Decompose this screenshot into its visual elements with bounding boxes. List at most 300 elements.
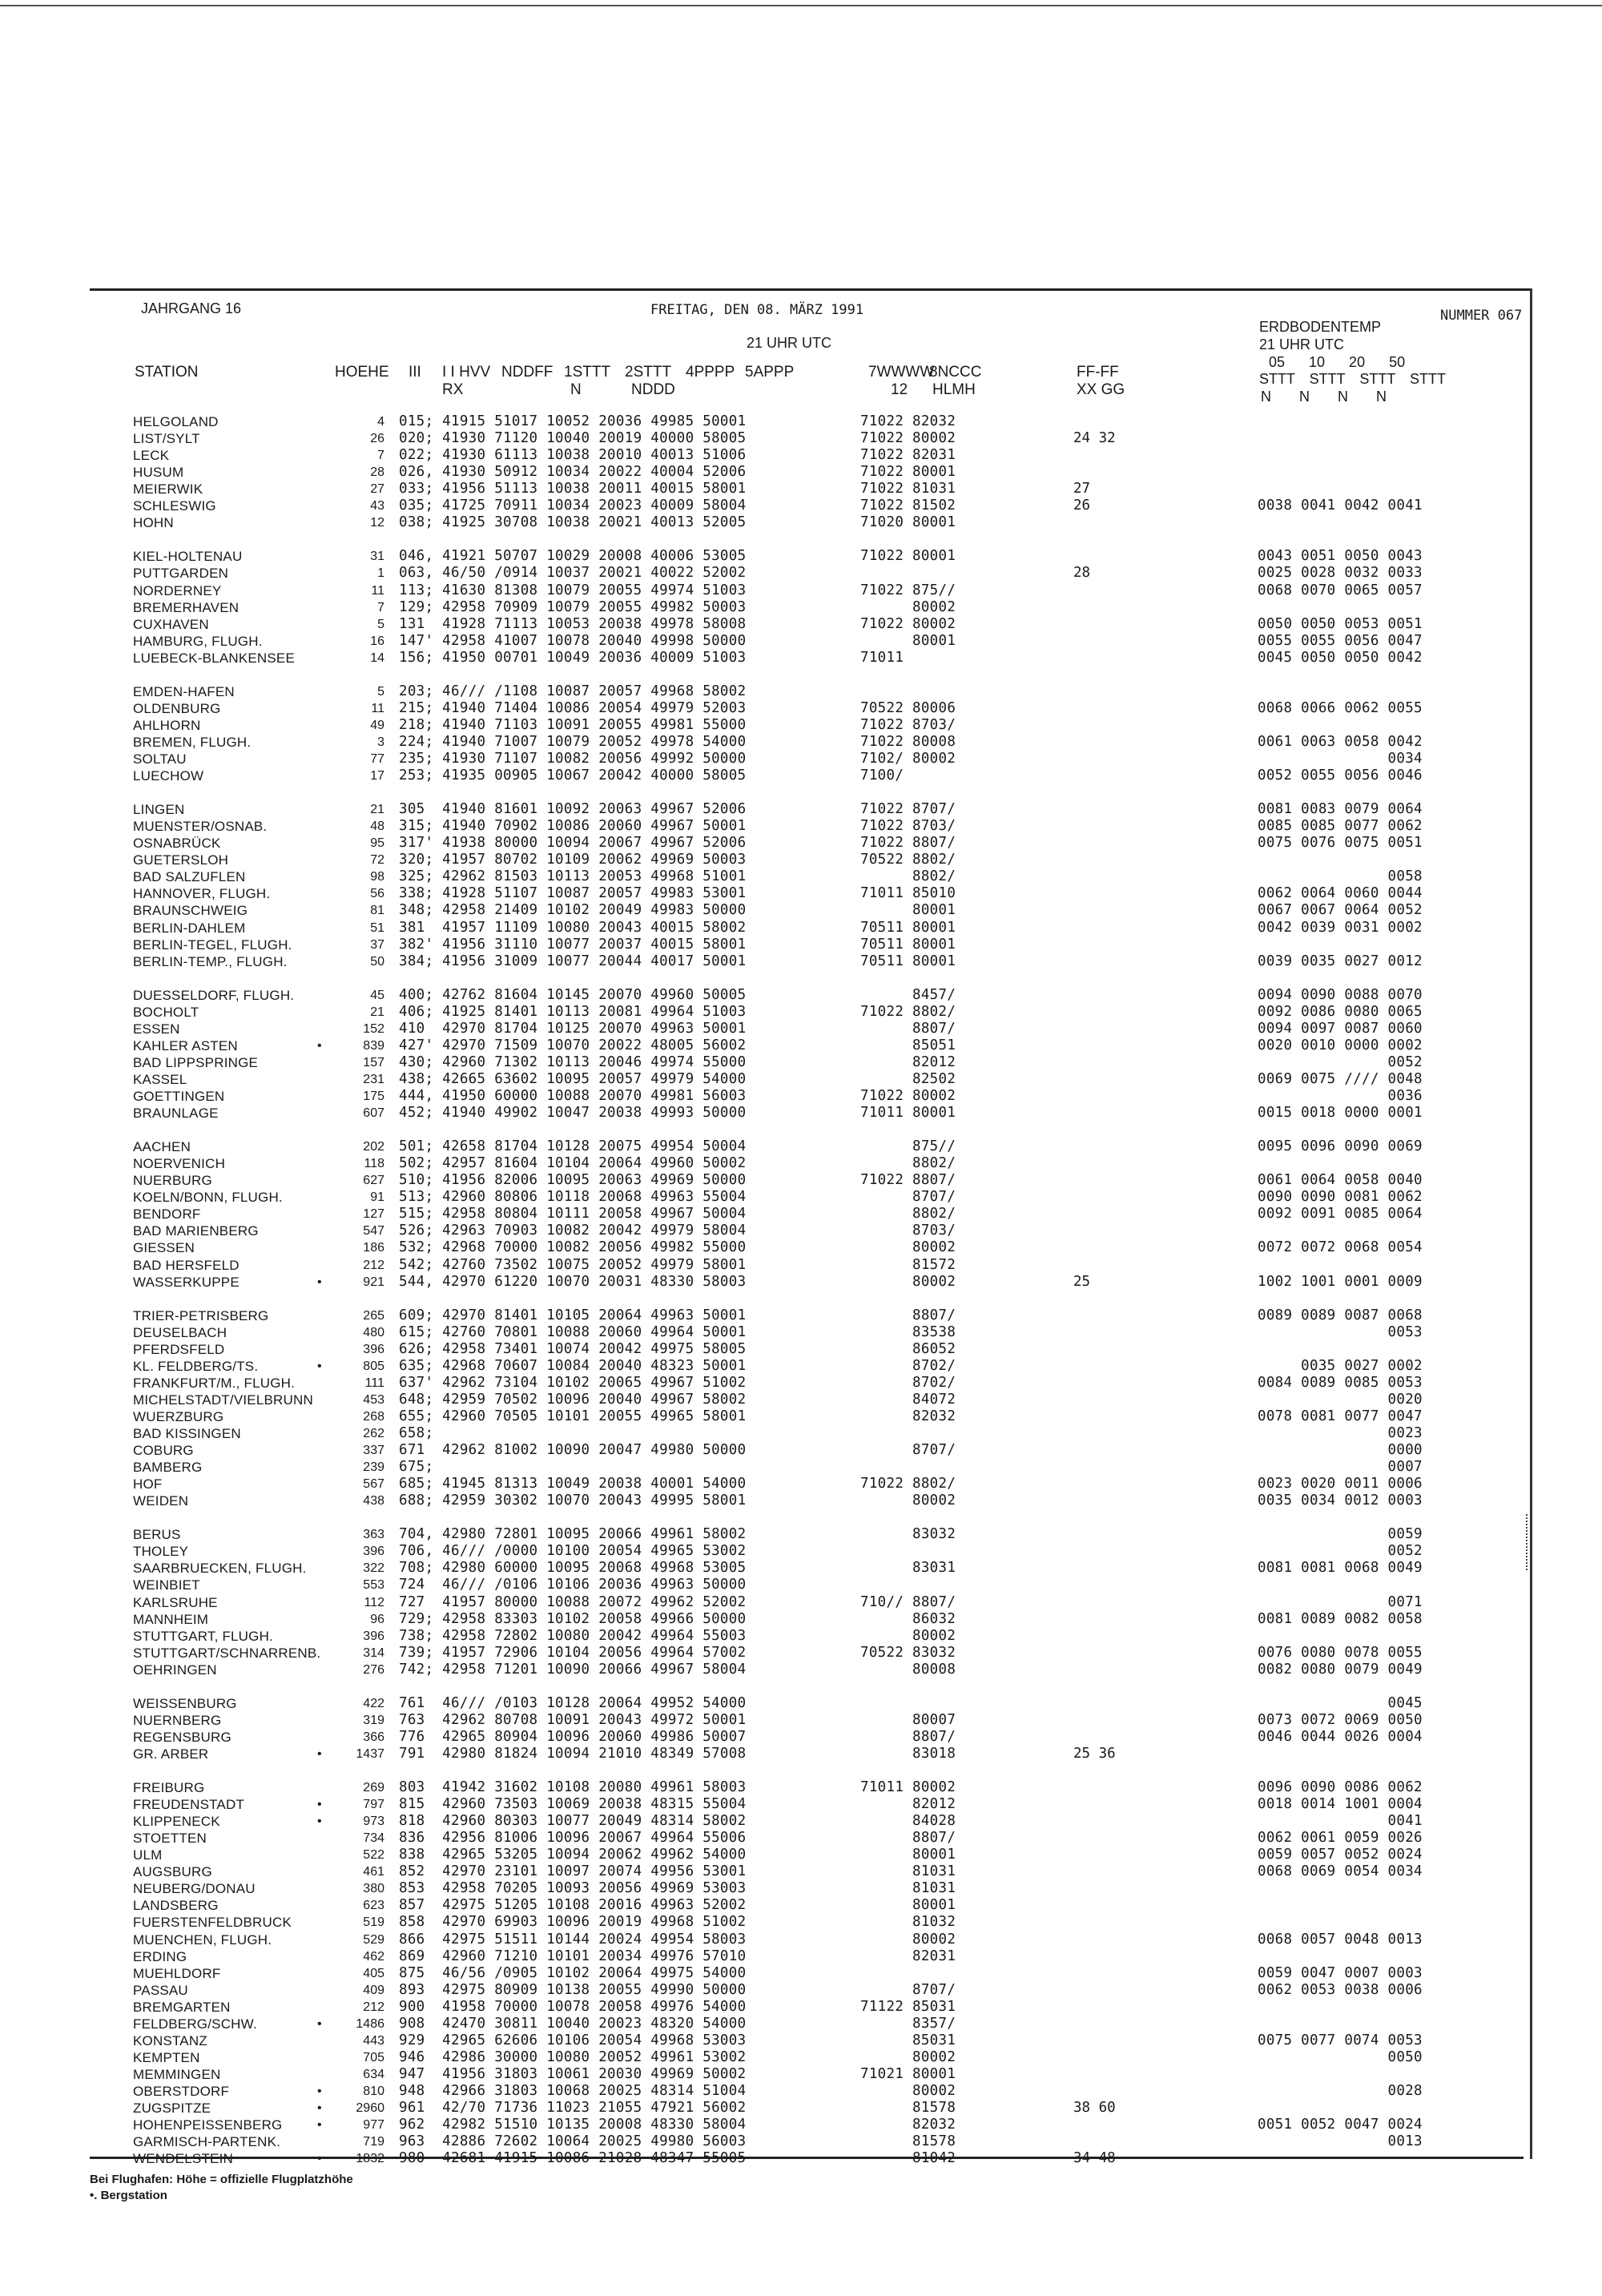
- synop-section-3: 80002: [860, 2082, 956, 2099]
- station-height: 396: [363, 1342, 384, 1356]
- station-name: MICHELSTADT/VIELBRUNN: [133, 1392, 313, 1408]
- table-row: [0, 1206, 1602, 1223]
- station-name: FRANKFURT/M., FLUGH.: [133, 1375, 296, 1391]
- col-8nccc: 8NCCC: [929, 364, 982, 381]
- synop-groups: 738; 42958 72802 10080 20042 49964 55003: [399, 1627, 747, 1644]
- soil-temperatures: 0050 0050 0053 0051: [1258, 615, 1423, 632]
- mountain-station-mark: •: [317, 2152, 322, 2166]
- table-row: [0, 902, 1602, 919]
- synop-section-3: 71011 80001: [860, 1105, 956, 1122]
- synop-groups: 320; 41957 80702 10109 20062 49969 50003: [399, 852, 747, 868]
- station-name: WEIDEN: [133, 1493, 189, 1509]
- station-height: 11: [371, 583, 384, 598]
- station-name: OLDENBURG: [133, 700, 221, 716]
- soil-temp-time: 21 UHR UTC: [1259, 336, 1345, 352]
- table-row: [0, 1999, 1602, 2016]
- synop-groups: 015; 41915 51017 10052 20036 49985 50001: [399, 413, 747, 429]
- synop-groups: 818 42960 80303 10077 20049 48314 58002: [399, 1813, 747, 1830]
- table-row: [0, 1239, 1602, 1256]
- footnote-mountain: •. Bergstation: [90, 2189, 167, 2202]
- station-name: BRAUNLAGE: [133, 1106, 219, 1122]
- synop-section-3: 71022 8807/: [860, 1172, 956, 1189]
- col-12: 12: [891, 381, 908, 398]
- col-7wwww: 7WWWW: [868, 364, 935, 381]
- synop-section-3: 80008: [860, 1661, 956, 1678]
- soil-temperatures: 0075 0076 0075 0051: [1258, 835, 1423, 852]
- synop-groups: 147' 42958 41007 10078 20040 49998 50000: [399, 632, 747, 649]
- synop-section-3: 8807/: [860, 1728, 956, 1745]
- soil-temperatures: 0051 0052 0047 0024: [1258, 2117, 1423, 2133]
- synop-section-3: 71022 8802/: [860, 1003, 956, 1020]
- synop-groups: 948 42966 31803 10068 20025 48314 51004: [399, 2082, 747, 2099]
- station-name: PFERDSFELD: [133, 1341, 225, 1357]
- soil-temperatures: 0062 0061 0059 0026: [1258, 1830, 1423, 1847]
- table-row: [0, 1375, 1602, 1392]
- station-name: OBERSTDORF: [133, 2083, 230, 2099]
- table-row: [0, 2083, 1602, 2100]
- station-name: HUSUM: [133, 465, 184, 481]
- station-name: BAD MARIENBERG: [133, 1223, 259, 1239]
- synop-groups: 452; 41940 49902 10047 20038 49993 50000: [399, 1105, 747, 1122]
- station-name: NORDERNEY: [133, 582, 222, 598]
- synop-groups: 635; 42968 70607 10084 20040 48323 50001: [399, 1357, 747, 1374]
- station-name: HOF: [133, 1476, 163, 1492]
- station-height: 269: [363, 1781, 384, 1795]
- gust-values: 25 36: [1073, 1745, 1116, 1762]
- mountain-station-mark: •: [317, 2016, 322, 2031]
- table-row: [0, 1324, 1602, 1341]
- mountain-station-mark: •: [317, 1275, 322, 1289]
- table-row: [0, 1779, 1602, 1796]
- station-height: 27: [370, 482, 384, 497]
- synop-section-3: 8802/: [860, 1155, 956, 1172]
- station-height: 438: [363, 1494, 384, 1509]
- station-name: WUERZBURG: [133, 1408, 224, 1424]
- station-name: ZUGSPITZE: [133, 2101, 211, 2116]
- synop-groups: 875 46/56 /0905 10102 20064 49975 54000: [399, 1964, 747, 1981]
- synop-groups: 609; 42970 81401 10105 20064 49963 50001: [399, 1307, 747, 1323]
- soil-temperatures: 0018 0014 1001 0004: [1258, 1796, 1423, 1813]
- table-row: [0, 1746, 1602, 1762]
- col-4pppp: 4PPPP: [686, 364, 735, 381]
- synop-section-3: 71022 80002: [860, 615, 956, 632]
- station-height: 810: [363, 2084, 384, 2098]
- synop-section-3: 71022 8807/: [860, 835, 956, 852]
- soil-temperatures: 0084 0089 0085 0053: [1258, 1374, 1423, 1391]
- table-row: [0, 1729, 1602, 1746]
- station-name: LUECHOW: [133, 768, 204, 784]
- synop-groups: 637' 42962 73104 10102 20065 49967 51002: [399, 1374, 747, 1391]
- station-height: 152: [363, 1021, 384, 1036]
- soil-temperatures: 0085 0085 0077 0062: [1258, 818, 1423, 835]
- synop-section-3: 80001: [860, 1847, 956, 1863]
- soil-temperatures: 0059: [1258, 1526, 1423, 1543]
- table-row: [0, 1543, 1602, 1560]
- synop-section-3: 83031: [860, 1560, 956, 1577]
- soil-temperatures: 0023: [1258, 1425, 1423, 1441]
- synop-section-3: 80002: [860, 598, 956, 615]
- soil-temperatures: 0023 0020 0011 0006: [1258, 1476, 1423, 1492]
- soil-temperatures: 0052 0055 0056 0046: [1258, 767, 1423, 784]
- soil-temperatures: 0081 0089 0082 0058: [1258, 1610, 1423, 1627]
- soil-depth-sub: N N N N: [1261, 389, 1387, 405]
- soil-depth-units: STTT STTT STTT STTT: [1259, 371, 1446, 387]
- synop-section-3: 71022 8707/: [860, 801, 956, 818]
- station-name: ERDING: [133, 1948, 187, 1964]
- station-name: KL. FELDBERG/TS.: [133, 1358, 259, 1374]
- synop-groups: 338; 41928 51107 10087 20057 49983 53001: [399, 885, 747, 902]
- table-row: [0, 683, 1602, 700]
- synop-section-3: 80001: [860, 902, 956, 919]
- synop-section-3: 82012: [860, 1053, 956, 1070]
- station-height: 4: [377, 415, 384, 429]
- station-height: 49: [370, 718, 384, 732]
- synop-section-3: 81042: [860, 2150, 956, 2167]
- synop-section-3: 71022 81031: [860, 481, 956, 497]
- station-height: 186: [363, 1241, 384, 1255]
- station-height: 405: [363, 1966, 384, 1980]
- station-name: MUENCHEN, FLUGH.: [133, 1931, 272, 1948]
- table-row: [0, 1965, 1602, 1982]
- station-name: MEIERWIK: [133, 481, 203, 497]
- soil-temperatures: 0050: [1258, 2048, 1423, 2065]
- synop-groups: 980 42681 41915 10086 21028 48347 55005: [399, 2150, 747, 2167]
- col-1sttt: 1STTT: [564, 364, 611, 381]
- soil-temperatures: 0052: [1258, 1543, 1423, 1560]
- table-row: [0, 1425, 1602, 1442]
- station-height: 276: [363, 1662, 384, 1677]
- synop-groups: 515; 42958 80804 10111 20058 49967 50004: [399, 1206, 747, 1223]
- station-height: 314: [363, 1645, 384, 1660]
- synop-section-3: 80002: [860, 1492, 956, 1509]
- synop-groups: 063, 46/50 /0914 10037 20021 40022 52002: [399, 565, 747, 582]
- station-name: AACHEN: [133, 1139, 191, 1155]
- soil-temperatures: 0081 0081 0068 0049: [1258, 1560, 1423, 1577]
- table-row: [0, 835, 1602, 852]
- station-height: 567: [363, 1477, 384, 1492]
- station-height: 805: [363, 1359, 384, 1373]
- mountain-station-mark: •: [317, 1038, 322, 1053]
- synop-section-3: 8357/: [860, 2015, 956, 2032]
- table-row: [0, 1611, 1602, 1628]
- station-height: 380: [363, 1882, 384, 1896]
- synop-groups: 853 42958 70205 10093 20056 49969 53003: [399, 1880, 747, 1897]
- station-height: 921: [363, 1275, 384, 1289]
- table-row: [0, 1189, 1602, 1206]
- synop-section-3: 71022 80008: [860, 733, 956, 750]
- synop-groups: 046, 41921 50707 10029 20008 40006 53005: [399, 548, 747, 565]
- synop-section-3: 70511 80001: [860, 936, 956, 953]
- station-height: 705: [363, 2050, 384, 2064]
- table-row: [0, 1914, 1602, 1931]
- table-row: [0, 633, 1602, 650]
- station-name: THOLEY: [133, 1544, 189, 1560]
- soil-temperatures: 0059 0057 0052 0024: [1258, 1847, 1423, 1863]
- col-iii: III: [409, 364, 421, 381]
- synop-section-3: 8807/: [860, 1830, 956, 1847]
- station-name: LUEBECK-BLANKENSEE: [133, 650, 296, 666]
- station-name: MEMMINGEN: [133, 2066, 221, 2082]
- table-row: [0, 987, 1602, 1004]
- table-row: [0, 1880, 1602, 1897]
- synop-groups: 438; 42665 63602 10095 20057 49979 54000: [399, 1070, 747, 1087]
- synop-groups: 838 42965 53205 10094 20062 49962 54000: [399, 1847, 747, 1863]
- synop-groups: 857 42975 51205 10108 20016 49963 52002: [399, 1897, 747, 1914]
- soil-temperatures: 0089 0089 0087 0068: [1258, 1307, 1423, 1323]
- table-row: [0, 2066, 1602, 2083]
- synop-section-3: 70522 83032: [860, 1644, 956, 1661]
- table-row: [0, 1982, 1602, 1999]
- station-name: SAARBRUECKEN, FLUGH.: [133, 1561, 307, 1577]
- synop-section-3: 71022 82031: [860, 447, 956, 464]
- station-name: BERLIN-DAHLEM: [133, 920, 246, 936]
- station-name: BENDORF: [133, 1206, 201, 1223]
- table-top-rule: [90, 288, 1532, 291]
- mountain-station-mark: •: [317, 1359, 322, 1373]
- station-name: KARLSRUHE: [133, 1594, 218, 1610]
- col-hoehe: HOEHE: [335, 364, 389, 381]
- station-name: KONSTANZ: [133, 2032, 207, 2048]
- table-row: [0, 430, 1602, 447]
- station-name: GOETTINGEN: [133, 1089, 225, 1104]
- synop-groups: 688; 42959 30302 10070 20043 49995 58001: [399, 1492, 747, 1509]
- synop-groups: 129; 42958 70909 10079 20055 49982 50003: [399, 598, 747, 615]
- station-height: 797: [363, 1798, 384, 1812]
- station-name: STOETTEN: [133, 1831, 207, 1847]
- synop-groups: 626; 42958 73401 10074 20042 49975 58005: [399, 1340, 747, 1357]
- synop-groups: 400; 42762 81604 10145 20070 49960 50005: [399, 986, 747, 1003]
- synop-section-3: 8703/: [860, 1223, 956, 1239]
- synop-section-3: 8707/: [860, 1189, 956, 1206]
- station-height: 2960: [356, 2101, 384, 2115]
- synop-section-3: 81031: [860, 1863, 956, 1880]
- station-name: KAHLER ASTEN: [133, 1037, 238, 1053]
- synop-groups: 382' 41956 31110 10077 20037 40015 58001: [399, 936, 747, 953]
- table-row: [0, 1274, 1602, 1291]
- station-height: 480: [363, 1325, 384, 1339]
- station-name: BOCHOLT: [133, 1004, 199, 1020]
- soil-temperatures: 0059 0047 0007 0003: [1258, 1964, 1423, 1981]
- synop-groups: 648; 42959 70502 10096 20040 49967 58002: [399, 1391, 747, 1408]
- station-name: LECK: [133, 448, 170, 464]
- soil-temperatures: 0013: [1258, 2133, 1423, 2150]
- station-height: 45: [370, 988, 384, 1002]
- station-height: 14: [370, 651, 384, 665]
- station-name: KEMPTEN: [133, 2049, 200, 2065]
- table-row: [0, 481, 1602, 497]
- station-height: 112: [364, 1595, 384, 1609]
- station-height: 366: [363, 1730, 384, 1744]
- station-height: 43: [370, 499, 384, 514]
- station-name: MANNHEIM: [133, 1611, 209, 1627]
- station-name: STUTTGART/SCHNARRENB.: [133, 1645, 321, 1661]
- station-height: 28: [370, 465, 384, 480]
- synop-groups: 727 41957 80000 10088 20072 49962 52002: [399, 1593, 747, 1610]
- synop-groups: 410 42970 81704 10125 20070 49963 50001: [399, 1020, 747, 1037]
- table-row: [0, 1712, 1602, 1729]
- soil-temperatures: 0036: [1258, 1088, 1423, 1104]
- synop-groups: 869 42960 71210 10101 20034 49976 57010: [399, 1948, 747, 1964]
- table-row: [0, 2049, 1602, 2066]
- station-name: NUERNBERG: [133, 1712, 222, 1728]
- synop-groups: 836 42956 81006 10096 20067 49964 55006: [399, 1830, 747, 1847]
- table-row: [0, 1021, 1602, 1037]
- table-row: [0, 1847, 1602, 1863]
- synop-groups: 946 42986 30000 10080 20052 49961 53002: [399, 2048, 747, 2065]
- station-name: WENDELSTEIN: [133, 2151, 233, 2167]
- synop-groups: 156; 41950 00701 10049 20036 40009 51003: [399, 649, 747, 666]
- soil-temperatures: 0069 0075 //// 0048: [1258, 1070, 1423, 1087]
- station-name: MUENSTER/OSNAB.: [133, 819, 268, 835]
- synop-section-3: 71022 82032: [860, 413, 956, 429]
- soil-temperatures: 0046 0044 0026 0004: [1258, 1728, 1423, 1745]
- station-height: 21: [370, 803, 384, 817]
- station-name: KIEL-HOLTENAU: [133, 549, 243, 565]
- soil-temperatures: 1002 1001 0001 0009: [1258, 1273, 1423, 1290]
- soil-temperatures: 0068 0066 0062 0055: [1258, 699, 1423, 716]
- synop-section-3: 8807/: [860, 1020, 956, 1037]
- synop-groups: 325; 42962 81503 10113 20053 49968 51001: [399, 868, 747, 885]
- synop-groups: 020; 41930 71120 10040 20019 40000 58005: [399, 430, 747, 447]
- synop-section-3: 8702/: [860, 1357, 956, 1374]
- synop-groups: 427' 42970 71509 10070 20022 48005 56002: [399, 1037, 747, 1053]
- station-height: 422: [363, 1696, 384, 1710]
- synop-section-3: 875//: [860, 1138, 956, 1155]
- table-row: [0, 751, 1602, 767]
- mountain-station-mark: •: [317, 1746, 322, 1761]
- soil-temperatures: 0094 0090 0088 0070: [1258, 986, 1423, 1003]
- mountain-station-mark: •: [317, 2101, 322, 2115]
- table-row: [0, 1476, 1602, 1492]
- station-name: GARMISCH-PARTENK.: [133, 2134, 281, 2150]
- table-row: [0, 1813, 1602, 1830]
- synop-groups: 671 42962 81002 10090 20047 49980 50000: [399, 1442, 747, 1459]
- synop-groups: 615; 42760 70801 10088 20060 49964 50001: [399, 1323, 747, 1340]
- synop-section-3: 81572: [860, 1256, 956, 1273]
- table-row: [0, 767, 1602, 784]
- station-height: 212: [363, 1258, 384, 1272]
- station-height: 81: [370, 904, 384, 918]
- station-height: 396: [363, 1545, 384, 1559]
- synop-groups: 724 46/// /0106 10106 20036 49963 50000: [399, 1577, 747, 1593]
- gust-values: 24 32: [1073, 430, 1116, 447]
- station-height: 157: [363, 1055, 384, 1069]
- soil-temp-title: ERDBODENTEMP: [1259, 319, 1382, 335]
- table-row: [0, 548, 1602, 565]
- station-height: 37: [370, 937, 384, 952]
- table-row: [0, 1307, 1602, 1324]
- synop-section-3: 71022 8703/: [860, 716, 956, 733]
- station-height: 623: [363, 1899, 384, 1913]
- table-row: [0, 650, 1602, 667]
- station-height: 363: [363, 1528, 384, 1542]
- station-name: BREMGARTEN: [133, 1999, 231, 2015]
- table-row: [0, 1341, 1602, 1358]
- station-name: HAMBURG, FLUGH.: [133, 633, 263, 649]
- synop-section-3: 82032: [860, 1408, 956, 1424]
- table-row: [0, 1830, 1602, 1847]
- col-nddd: NDDD: [631, 381, 675, 398]
- synop-groups: 033; 41956 51113 10038 20011 40015 58001: [399, 481, 747, 497]
- station-height: 396: [363, 1629, 384, 1643]
- synop-groups: 929 42965 62606 10106 20054 49968 53003: [399, 2032, 747, 2048]
- synop-groups: 893 42975 80909 10138 20055 49990 50000: [399, 1981, 747, 1998]
- mountain-station-mark: •: [317, 2084, 322, 2098]
- station-name: GIESSEN: [133, 1240, 195, 1256]
- station-height: 547: [363, 1224, 384, 1239]
- station-name: BERLIN-TEGEL, FLUGH.: [133, 937, 292, 953]
- synop-section-3: 71022 81502: [860, 497, 956, 514]
- station-name: LANDSBERG: [133, 1898, 219, 1914]
- col-xxgg: XX GG: [1077, 381, 1125, 398]
- table-row: [0, 447, 1602, 464]
- station-name: MUEHLDORF: [133, 1965, 221, 1981]
- station-height: 12: [370, 516, 384, 530]
- synop-groups: 761 46/// /0103 10128 20064 49952 54000: [399, 1694, 747, 1711]
- synop-section-3: 82031: [860, 1948, 956, 1964]
- synop-section-3: 84072: [860, 1391, 956, 1408]
- col-rx: RX: [442, 381, 464, 398]
- station-height: 734: [363, 1831, 384, 1846]
- synop-section-3: 71011: [860, 649, 904, 666]
- table-row: [0, 1408, 1602, 1425]
- synop-groups: 815 42960 73503 10069 20038 48315 55004: [399, 1796, 747, 1813]
- col-ffff: FF-FF: [1077, 364, 1119, 381]
- station-name: BAD KISSINGEN: [133, 1426, 241, 1441]
- table-row: [0, 2032, 1602, 2049]
- station-name: COBURG: [133, 1443, 194, 1459]
- synop-groups: 763 42962 80708 10091 20043 49972 50001: [399, 1711, 747, 1728]
- soil-temperatures: 0039 0035 0027 0012: [1258, 953, 1423, 969]
- synop-groups: 384; 41956 31009 10077 20044 40017 50001: [399, 953, 747, 969]
- station-height: 21: [370, 1005, 384, 1019]
- station-name: KLIPPENECK: [133, 1814, 220, 1830]
- col-2sttt: 2STTT: [625, 364, 672, 381]
- soil-temperatures: 0081 0083 0079 0064: [1258, 801, 1423, 818]
- table-row: [0, 852, 1602, 868]
- col-5appp: 5APPP: [745, 364, 795, 381]
- synop-groups: 908 42470 30811 10040 20023 48320 54000: [399, 2015, 747, 2032]
- soil-temperatures: 0071: [1258, 1593, 1423, 1610]
- synop-section-3: 85031: [860, 2032, 956, 2048]
- synop-section-3: 8707/: [860, 1981, 956, 1998]
- table-row: [0, 1138, 1602, 1155]
- synop-section-3: 80001: [860, 632, 956, 649]
- synop-groups: 532; 42968 70000 10082 20056 49982 55000: [399, 1239, 747, 1256]
- station-height: 1437: [356, 1746, 384, 1761]
- synop-section-3: 82502: [860, 1070, 956, 1087]
- synop-section-3: 71022 8703/: [860, 818, 956, 835]
- synop-groups: 035; 41725 70911 10034 20023 40009 58004: [399, 497, 747, 514]
- station-height: 607: [363, 1106, 384, 1121]
- soil-temperatures: 0062 0053 0038 0006: [1258, 1981, 1423, 1998]
- synop-groups: 858 42970 69903 10096 20019 49968 51002: [399, 1914, 747, 1931]
- soil-temperatures: 0007: [1258, 1459, 1423, 1476]
- station-name: FREUDENSTADT: [133, 1797, 245, 1813]
- station-name: FUERSTENFELDBRUCK: [133, 1915, 292, 1931]
- station-height: 265: [363, 1308, 384, 1323]
- station-height: 7: [377, 600, 384, 614]
- station-height: 56: [370, 887, 384, 901]
- col-n: N: [570, 381, 582, 398]
- station-name: KOELN/BONN, FLUGH.: [133, 1190, 283, 1206]
- station-height: 322: [363, 1561, 384, 1576]
- synop-groups: 526; 42963 70903 10082 20042 49979 58004: [399, 1223, 747, 1239]
- synop-groups: 900 41958 70000 10078 20058 49976 54000: [399, 1998, 747, 2015]
- soil-temperatures: 0015 0018 0000 0001: [1258, 1105, 1423, 1122]
- synop-section-3: 710// 8807/: [860, 1593, 956, 1610]
- soil-temperatures: 0076 0080 0078 0055: [1258, 1644, 1423, 1661]
